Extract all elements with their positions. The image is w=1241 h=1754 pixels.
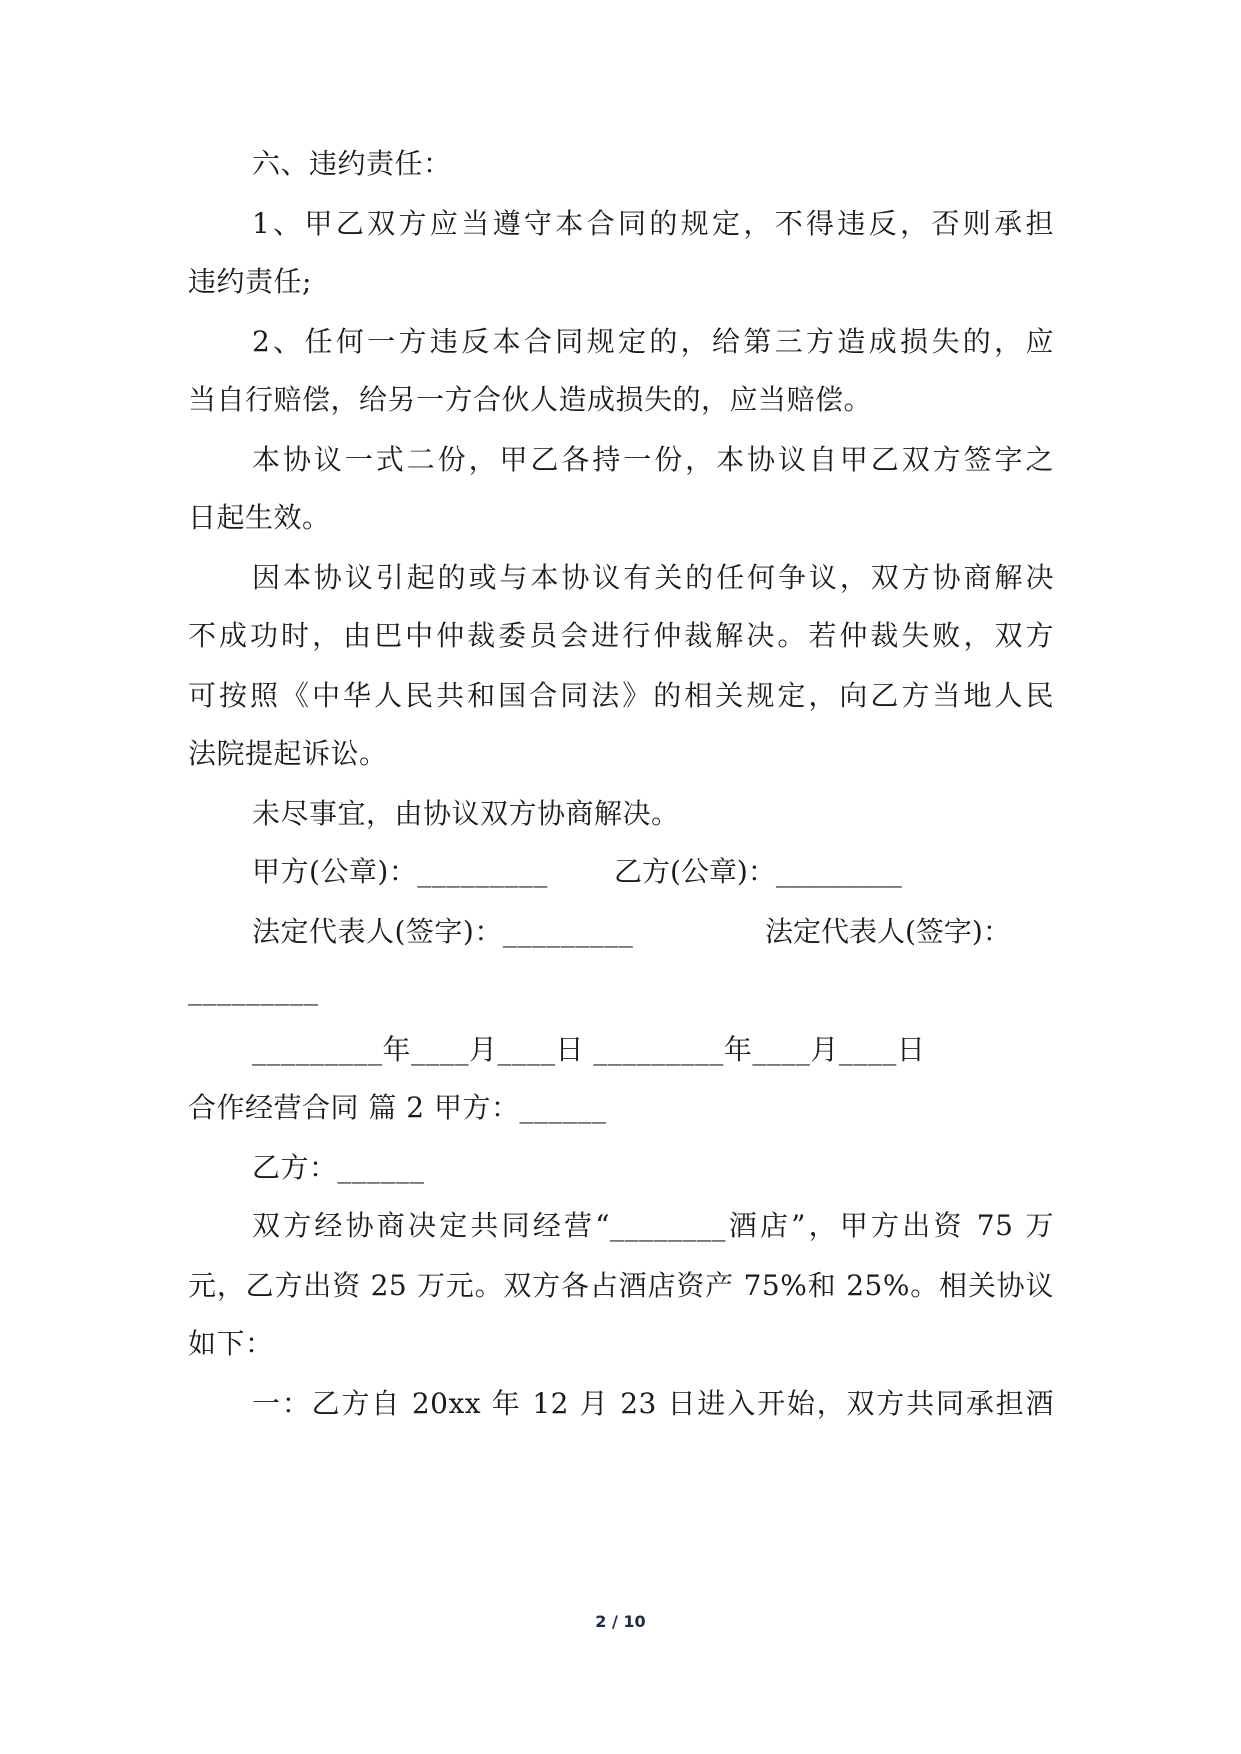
contract-heading: 合作经营合同 篇 2 甲方：______: [188, 1091, 607, 1124]
clause-2-line-1: 2、任何一方违反本合同规定的，给第三方造成损失的，应: [252, 325, 1054, 358]
clause-2-line-2: 当自行赔偿，给另一方合伙人造成损失的，应当赔偿。: [188, 383, 873, 416]
unresolved-matters: 未尽事宜，由协议双方协商解决。: [252, 797, 680, 830]
seal-party-b: 乙方(公章)：_________: [614, 855, 902, 888]
dispute-line-3: 可按照《中华人民共和国合同法》的相关规定，向乙方当地人民: [188, 679, 1054, 712]
dispute-line-2: 不成功时，由巴中仲裁委员会进行仲裁解决。若仲裁失败，双方: [188, 619, 1054, 652]
investment-line-1: 双方经协商决定共同经营“________酒店”，甲方出资 75 万: [252, 1209, 1054, 1242]
seal-party-a: 甲方(公章)：_________: [252, 855, 548, 888]
rep-party-b-blank: _________: [188, 973, 319, 1006]
copies-line-2: 日起生效。: [188, 501, 331, 534]
rep-party-b: 法定代表人(签字)：: [765, 915, 1011, 948]
page-number: 2 / 10: [595, 1612, 646, 1631]
investment-line-3: 如下：: [188, 1327, 274, 1360]
investment-line-2: 元，乙方出资 25 万元。双方各占酒店资产 75%和 25%。相关协议: [188, 1269, 1054, 1302]
clause-1-line-2: 违约责任;: [188, 265, 312, 298]
date-line: _________年____月____日 _________年____月____日: [252, 1033, 926, 1066]
party-b-line: 乙方：______: [252, 1151, 425, 1184]
term-one-line: 一：乙方自 20xx 年 12 月 23 日进入开始，双方共同承担酒: [252, 1387, 1054, 1420]
section-heading-breach: 六、违约责任：: [252, 147, 452, 180]
copies-line-1: 本协议一式二份，甲乙各持一份，本协议自甲乙双方签字之: [252, 443, 1054, 476]
rep-party-a: 法定代表人(签字)：_________: [252, 915, 634, 948]
dispute-line-1: 因本协议引起的或与本协议有关的任何争议，双方协商解决: [252, 561, 1054, 594]
clause-1-line-1: 1、甲乙双方应当遵守本合同的规定，不得违反，否则承担: [252, 207, 1054, 240]
dispute-line-4: 法院提起诉讼。: [188, 737, 388, 770]
